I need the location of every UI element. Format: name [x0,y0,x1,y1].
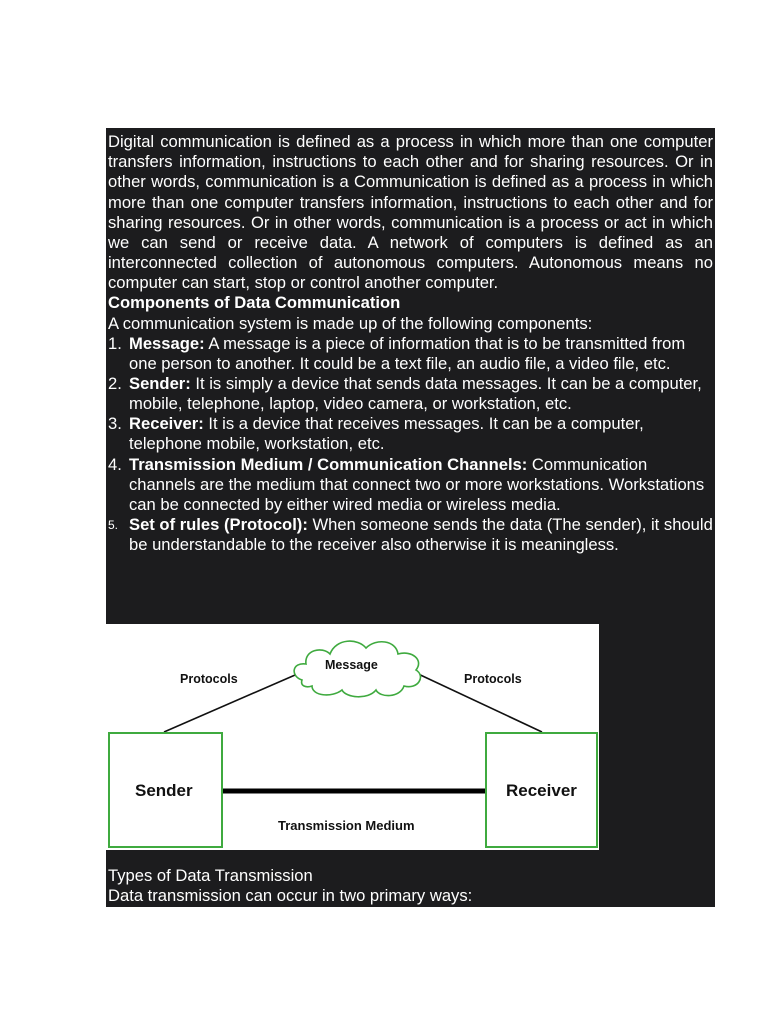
component-text: A message is a piece of information that is to be transmitted from one person to another. It could be a text file, an audio file, a video file, etc. [129,334,686,374]
component-text: When someone sends the data (The sender), it should be understandable to the receiver also otherwise it is meaningless. [129,514,713,554]
message-label: Message [325,658,378,672]
list-number: 2. [108,374,122,394]
component-title: Set of rules (Protocol): [129,514,308,534]
transmission-medium-label: Transmission Medium [278,818,415,833]
types-heading: Types of Data Transmission [108,866,313,885]
receiver-label: Receiver [506,781,577,800]
list-item [106,414,715,454]
component-text: Communication channels are the medium that connect two or more workstations. Workstations can be connected by either wired media or wireless media. [129,454,705,514]
sender-label: Sender [135,781,193,800]
protocols-left-label: Protocols [180,672,238,686]
component-title: Message: [129,334,205,353]
intro-paragraph: Digital communication is defined as a process in which more than one computer transfers information, instructions to each other and for sharing resources. Or in other words, communication is a Communication is defined as a process in which more than one computer transfers information, instructions to each other and for sharing resources. Or in other words, communication is a process or act in which we can send or receive data. A network of computers is defined as an interconnected collection of autonomous computers. Autonomous means no computer can start, stop or control another computer. [108,132,713,293]
component-text: It is a device that receives messages. It can be a computer, telephone mobile, workstation, etc. [129,414,644,454]
component-title: Receiver: [129,414,204,434]
list-item [106,374,715,414]
list-item [106,515,715,555]
components-list [106,334,715,555]
component-title: Sender: [129,374,191,394]
list-item [106,334,715,374]
protocols-right-label: Protocols [464,672,522,686]
components-intro: A communication system is made up of the following components: [108,314,593,333]
types-intro: Data transmission can occur in two primary ways: [108,886,473,905]
components-heading: Components of Data Communication [108,293,401,312]
document-block [106,128,715,907]
list-item [106,455,715,515]
list-number: 1. [108,334,122,353]
list-number: 3. [108,414,122,434]
component-title: Transmission Medium / Communication Channels: [129,454,528,474]
list-number: 4. [108,454,122,474]
component-text: It is simply a device that sends data messages. It can be a computer, mobile, telephone, laptop, video camera, or workstation, etc. [129,374,702,414]
communication-diagram [106,624,599,850]
list-number: 5. [108,517,119,532]
